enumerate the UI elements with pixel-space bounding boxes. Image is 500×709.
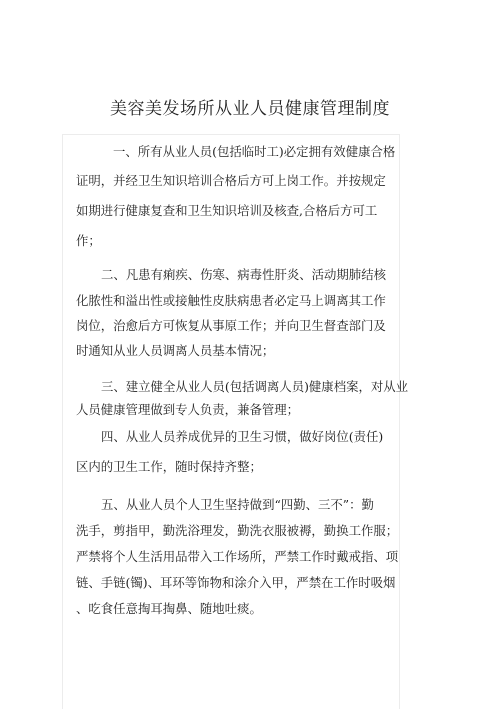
paragraph-2-line-1: 二、凡患有痢疾、伤寒、病毒性肝炎、活动期肺结核	[101, 267, 386, 282]
paragraph-5-line-1: 五、从业人员个人卫生坚持做到“四勤、三不”：勤	[101, 497, 374, 512]
paragraph-3-line-2: 人员健康管理做到专人负责，兼备管理；	[76, 402, 300, 417]
document-title: 美容美发场所从业人员健康管理制度	[110, 99, 390, 119]
document-body-frame	[62, 134, 400, 709]
paragraph-5-line-4: 链、手链(镯)、耳环等饰物和涂介入甲，严禁在工作时吸烟	[76, 575, 396, 590]
paragraph-4-line-1: 四、从业人员养成优异的卫生习惯，做好岗位(责任)	[101, 429, 384, 444]
paragraph-5-line-5: 、吃食任意掏耳掏鼻、随地吐痰。	[76, 601, 262, 616]
paragraph-1-line-2: 证明，并经卫生知识培训合格后方可上岗工作。并按规定	[76, 173, 386, 188]
paragraph-1-line-4: 作；	[76, 233, 101, 248]
paragraph-3-line-1: 三、建立健全从业人员(包括调离人员)健康档案，对从业	[101, 379, 409, 394]
paragraph-2-line-2: 化脓性和溢出性或接触性皮肤病患者必定马上调离其工作	[76, 293, 386, 308]
paragraph-1-line-1: 一、所有从业人员(包括临时工)必定拥有效健康合格	[113, 144, 396, 159]
paragraph-5-line-3: 严禁将个人生活用品带入工作场所，严禁工作时戴戒指、项	[76, 549, 399, 564]
paragraph-1-line-3: 如期进行健康复查和卫生知识培训及核查,合格后方可工	[76, 203, 378, 218]
paragraph-2-line-3: 岗位，治愈后方可恢复从事原工作；并向卫生督查部门及	[76, 318, 386, 333]
paragraph-4-line-2: 区内的卫生工作，随时保持齐整；	[76, 459, 262, 474]
paragraph-5-line-2: 洗手，剪指甲，勤洗浴理发，勤洗衣服被褥，勤换工作服；	[76, 523, 399, 538]
paragraph-2-line-4: 时通知从业人员调离人员基本情况；	[76, 343, 275, 358]
